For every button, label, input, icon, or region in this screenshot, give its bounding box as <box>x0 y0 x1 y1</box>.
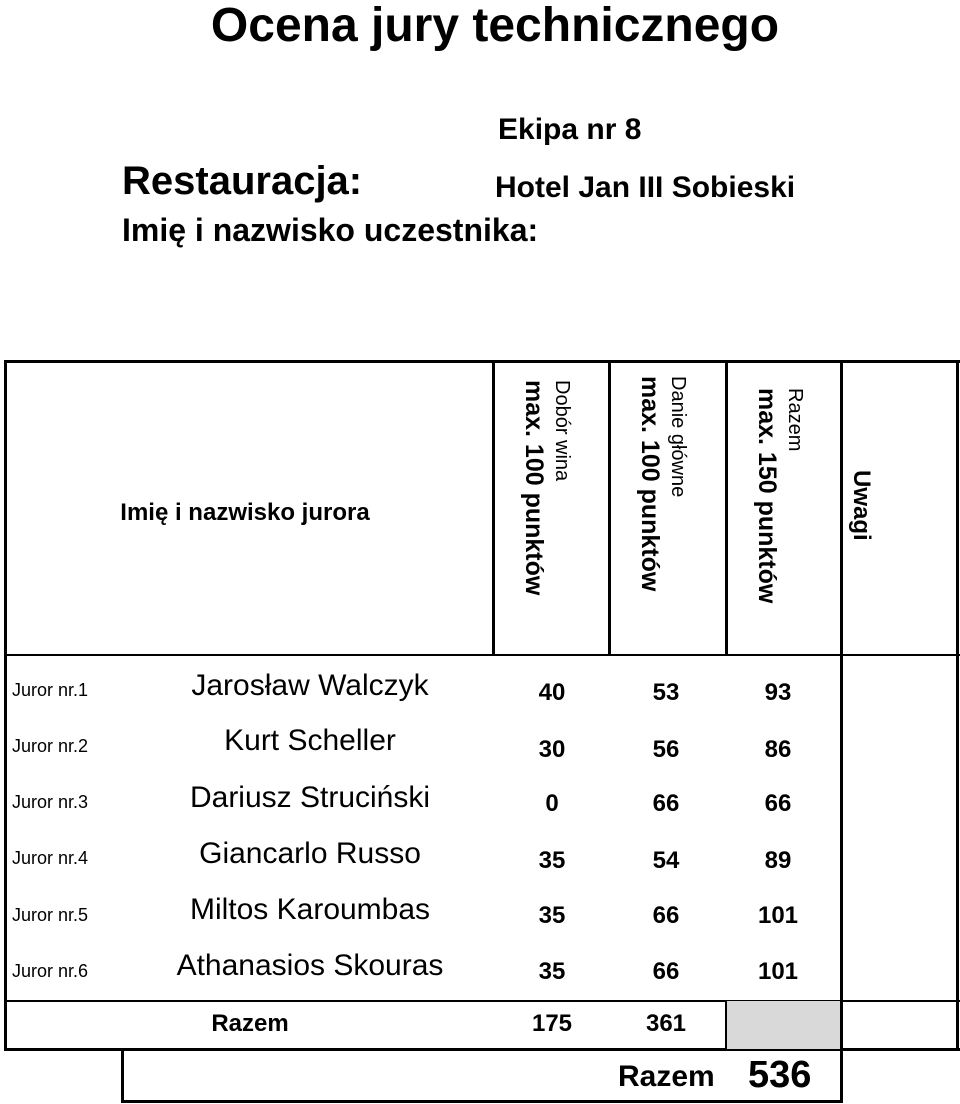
wine-score: 0 <box>545 790 559 817</box>
juror-number: Juror nr.3 <box>12 792 89 812</box>
main-dish-score: 66 <box>652 958 680 985</box>
total-score: 86 <box>764 736 792 763</box>
main-dish-sum: 361 <box>645 1010 687 1037</box>
main-dish-score: 54 <box>652 847 680 874</box>
total-header-max: max. 150 punktów <box>753 388 781 604</box>
notes-header: Uwagi <box>848 470 875 541</box>
col-line-notes <box>840 360 843 1103</box>
col-line-name-left <box>121 1048 124 1103</box>
col-line-main <box>608 360 611 656</box>
total-header-title: Razem <box>784 388 806 452</box>
page-title: Ocena jury technicznego <box>210 0 780 52</box>
juror-number: Juror nr.2 <box>12 736 89 756</box>
wine-header <box>512 380 582 640</box>
wine-score: 35 <box>538 902 566 929</box>
grand-total-value: 536 <box>748 1054 812 1096</box>
total-score: 93 <box>764 679 792 706</box>
restaurant-label: Restauracja: <box>122 159 363 203</box>
total-score: 66 <box>764 790 792 817</box>
table-border-left <box>4 360 7 1051</box>
juror-number: Juror nr.1 <box>12 680 89 700</box>
juror-number: Juror nr.5 <box>12 905 89 925</box>
table-header-bottom-line <box>4 654 960 656</box>
wine-sum: 175 <box>531 1010 573 1037</box>
total-score: 101 <box>757 902 799 929</box>
juror-name: Giancarlo Russo <box>199 837 421 870</box>
wine-score: 35 <box>538 958 566 985</box>
participant-label: Imię i nazwisko uczestnika: <box>122 212 539 248</box>
juror-name: Dariusz Struciński <box>189 781 431 814</box>
grand-total-label: Razem <box>618 1060 715 1093</box>
wine-score: 30 <box>538 736 566 763</box>
wine-header-title: Dobór wina <box>551 380 573 482</box>
wine-header-max: max. 100 punktów <box>520 380 548 596</box>
main-dish-header-title: Danie główne <box>667 376 689 498</box>
total-score: 101 <box>757 958 799 985</box>
juror-name: Athanasios Skouras <box>176 949 444 982</box>
main-dish-header-max: max. 100 punktów <box>636 376 664 592</box>
juror-number: Juror nr.4 <box>12 848 89 868</box>
team-number: Ekipa nr 8 <box>498 113 642 146</box>
main-dish-header <box>628 376 698 636</box>
sum-row-label: Razem <box>211 1010 289 1037</box>
juror-name: Jarosław Walczyk <box>191 669 429 702</box>
juror-name: Kurt Scheller <box>224 724 396 757</box>
table-border-top <box>4 360 960 363</box>
total-score: 89 <box>764 847 792 874</box>
col-line-wine <box>492 360 495 656</box>
main-dish-score: 66 <box>652 902 680 929</box>
main-dish-score: 56 <box>652 736 680 763</box>
main-dish-score: 66 <box>652 790 680 817</box>
total-sum-cell-empty <box>727 1001 840 1049</box>
juror-name-header: Imię i nazwisko jurora <box>120 499 370 526</box>
wine-score: 40 <box>538 679 566 706</box>
table-border-bottom <box>122 1100 842 1103</box>
table-border-right <box>956 360 959 1051</box>
juror-number: Juror nr.6 <box>12 961 89 981</box>
restaurant-value: Hotel Jan III Sobieski <box>495 171 796 204</box>
juror-name: Miltos Karoumbas <box>189 893 431 926</box>
col-line-total <box>725 360 728 656</box>
total-header <box>745 388 815 648</box>
wine-score: 35 <box>538 847 566 874</box>
main-dish-score: 53 <box>652 679 680 706</box>
